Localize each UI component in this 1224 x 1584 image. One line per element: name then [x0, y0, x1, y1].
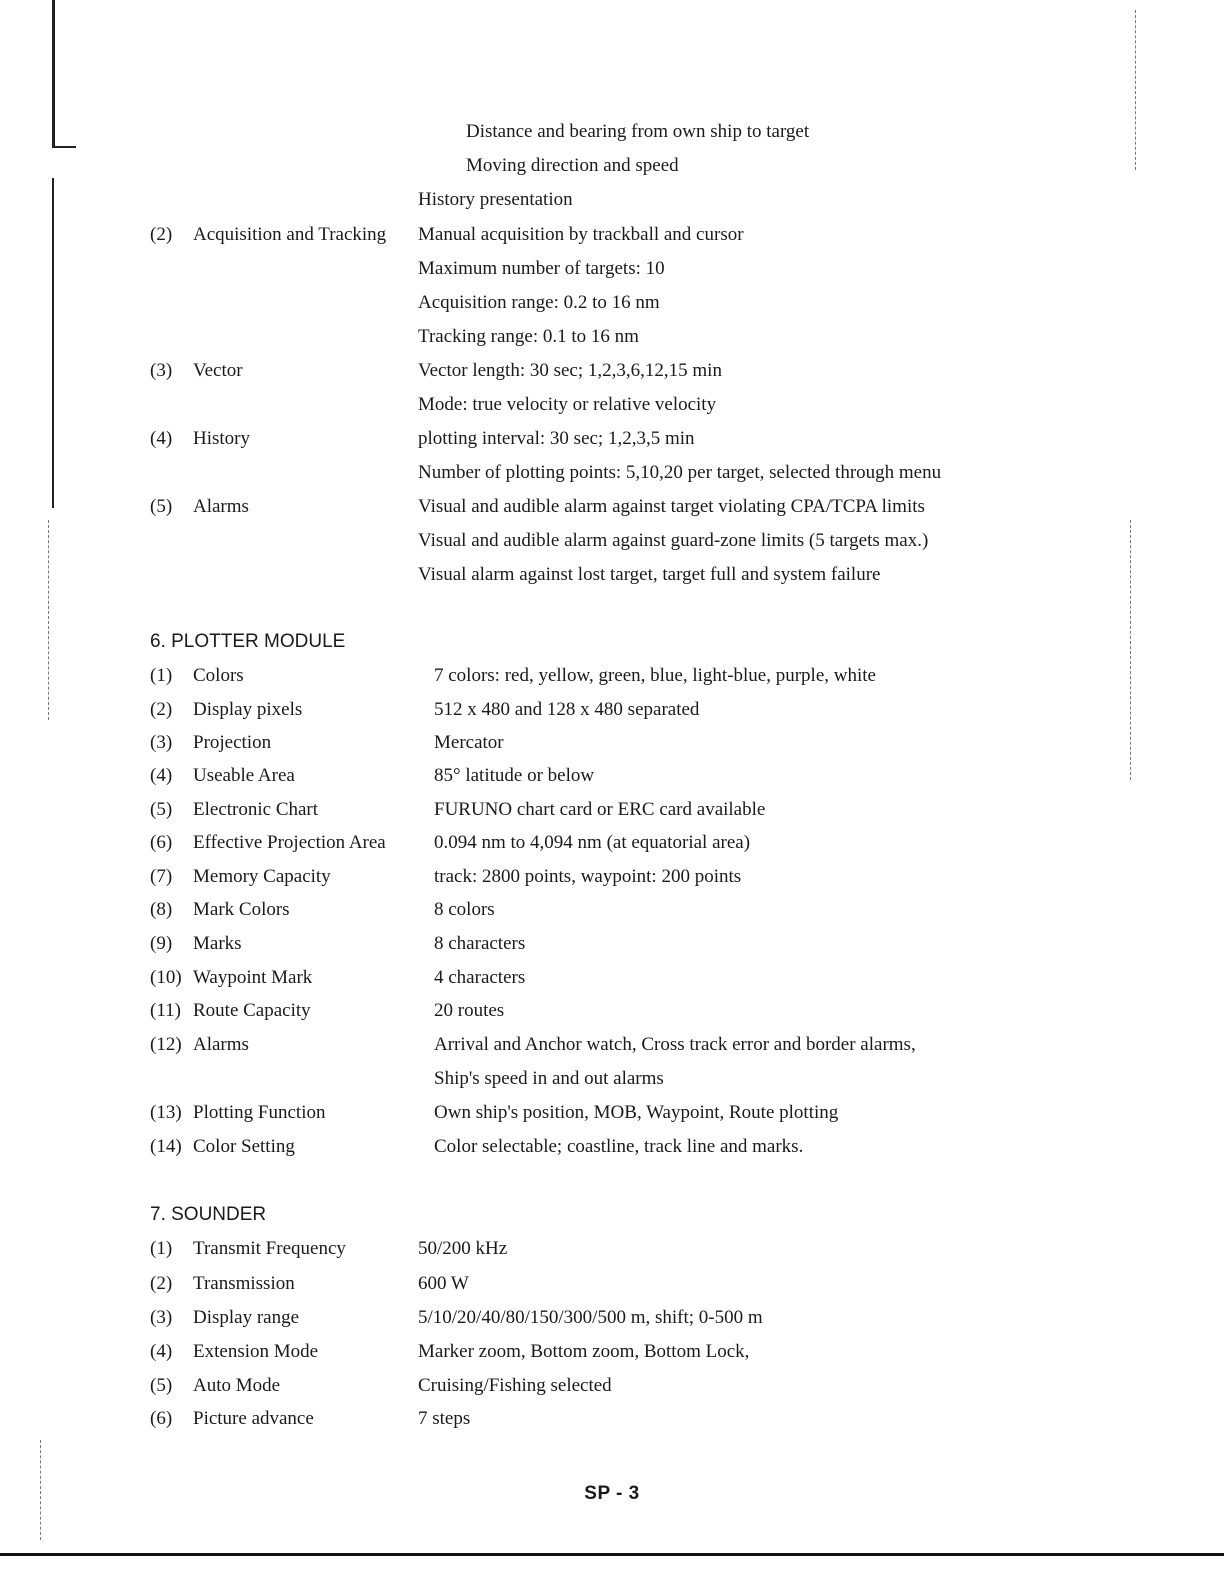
item-label: Extension Mode [193, 1341, 319, 1362]
item-label: Waypoint Mark [193, 967, 313, 988]
item-value: Cruising/Fishing selected [418, 1375, 612, 1396]
item-value: Number of plotting points: 5,10,20 per target, selected through menu [418, 462, 942, 483]
item-label: Display pixels [193, 699, 303, 720]
item-label: Projection [193, 732, 272, 753]
item-value: Arrival and Anchor watch, Cross track error and border alarms, [434, 1034, 916, 1055]
section-title-sounder: 7. SOUNDER [150, 1204, 267, 1225]
page-number: SP - 3 [584, 1483, 640, 1504]
item-value: Marker zoom, Bottom zoom, Bottom Lock, [418, 1341, 750, 1362]
item-value: 8 characters [434, 933, 526, 954]
item-number: (6) [150, 1408, 173, 1429]
item-value: Acquisition range: 0.2 to 16 nm [418, 292, 660, 313]
item-number: (4) [150, 1341, 173, 1362]
radar-display-line: Distance and bearing from own ship to target [466, 121, 810, 142]
item-value: Visual and audible alarm against guard-zone limits (5 targets max.) [418, 530, 929, 551]
item-number: (5) [150, 496, 173, 517]
item-value: Vector length: 30 sec; 1,2,3,6,12,15 min [418, 360, 722, 381]
item-value: Color selectable; coastline, track line and marks. [434, 1136, 804, 1157]
item-number: (5) [150, 799, 173, 820]
item-value: Visual alarm against lost target, target full and system failure [418, 564, 881, 585]
item-value: Maximum number of targets: 10 [418, 258, 665, 279]
item-value: Visual and audible alarm against target violating CPA/TCPA limits [418, 496, 925, 517]
item-value: 7 colors: red, yellow, green, blue, light-blue, purple, white [434, 665, 876, 686]
item-label: History [193, 428, 250, 449]
item-number: (3) [150, 732, 173, 753]
bottom-divider [0, 1553, 1224, 1556]
item-value: 5/10/20/40/80/150/300/500 m, shift; 0-500 m [418, 1307, 763, 1328]
item-label: Alarms [193, 496, 249, 517]
item-value: Own ship's position, MOB, Waypoint, Route plotting [434, 1102, 839, 1123]
item-value: 20 routes [434, 1000, 505, 1021]
radar-display-line: History presentation [418, 189, 573, 210]
item-label: Auto Mode [193, 1375, 281, 1396]
item-value: 4 characters [434, 967, 526, 988]
item-number: (2) [150, 699, 173, 720]
item-label: Vector [193, 360, 243, 381]
scan-edge-mark [1130, 520, 1131, 780]
item-value: track: 2800 points, waypoint: 200 points [434, 866, 742, 887]
item-number: (1) [150, 665, 173, 686]
item-number: (3) [150, 360, 173, 381]
item-value: plotting interval: 30 sec; 1,2,3,5 min [418, 428, 695, 449]
radar-display-line: Moving direction and speed [466, 155, 679, 176]
item-number: (1) [150, 1238, 173, 1259]
item-label: Useable Area [193, 765, 295, 786]
item-label: Route Capacity [193, 1000, 311, 1021]
item-number: (5) [150, 1375, 173, 1396]
item-number: (9) [150, 933, 173, 954]
item-value: 7 steps [418, 1408, 471, 1429]
item-label: Acquisition and Tracking [193, 224, 387, 245]
item-number: (4) [150, 765, 173, 786]
section-title-plotter: 6. PLOTTER MODULE [150, 631, 346, 652]
item-value: 600 W [418, 1273, 469, 1294]
scan-edge-mark [52, 0, 55, 148]
item-number: (2) [150, 224, 173, 245]
item-number: (7) [150, 866, 173, 887]
item-number: (10) [150, 967, 182, 988]
item-label: Alarms [193, 1034, 249, 1055]
item-label: Electronic Chart [193, 799, 319, 820]
item-number: (6) [150, 832, 173, 853]
item-label: Color Setting [193, 1136, 295, 1157]
item-label: Memory Capacity [193, 866, 331, 887]
item-value: 85° latitude or below [434, 765, 595, 786]
item-value: 50/200 kHz [418, 1238, 508, 1259]
item-number: (4) [150, 428, 173, 449]
item-number: (12) [150, 1034, 182, 1055]
item-value: Mercator [434, 732, 504, 753]
item-label: Transmission [193, 1273, 295, 1294]
item-label: Marks [193, 933, 242, 954]
item-label: Display range [193, 1307, 300, 1328]
item-value: 0.094 nm to 4,094 nm (at equatorial area) [434, 832, 751, 853]
item-label: Effective Projection Area [193, 832, 386, 853]
item-number: (8) [150, 899, 173, 920]
scan-edge-mark [48, 520, 49, 720]
item-value: Manual acquisition by trackball and cursor [418, 224, 744, 245]
scan-edge-mark [52, 146, 76, 148]
item-number: (14) [150, 1136, 182, 1157]
item-number: (11) [150, 1000, 181, 1021]
item-value: FURUNO chart card or ERC card available [434, 799, 766, 820]
item-label: Mark Colors [193, 899, 290, 920]
item-number: (3) [150, 1307, 173, 1328]
item-label: Colors [193, 665, 244, 686]
item-label: Plotting Function [193, 1102, 326, 1123]
item-value: 512 x 480 and 128 x 480 separated [434, 699, 700, 720]
item-number: (2) [150, 1273, 173, 1294]
item-value: Ship's speed in and out alarms [434, 1068, 664, 1089]
scan-edge-mark [1135, 10, 1136, 170]
scan-edge-mark [52, 178, 54, 508]
item-value: 8 colors [434, 899, 495, 920]
item-value: Mode: true velocity or relative velocity [418, 394, 717, 415]
item-number: (13) [150, 1102, 182, 1123]
item-label: Picture advance [193, 1408, 314, 1429]
item-value: Tracking range: 0.1 to 16 nm [418, 326, 639, 347]
item-label: Transmit Frequency [193, 1238, 346, 1259]
